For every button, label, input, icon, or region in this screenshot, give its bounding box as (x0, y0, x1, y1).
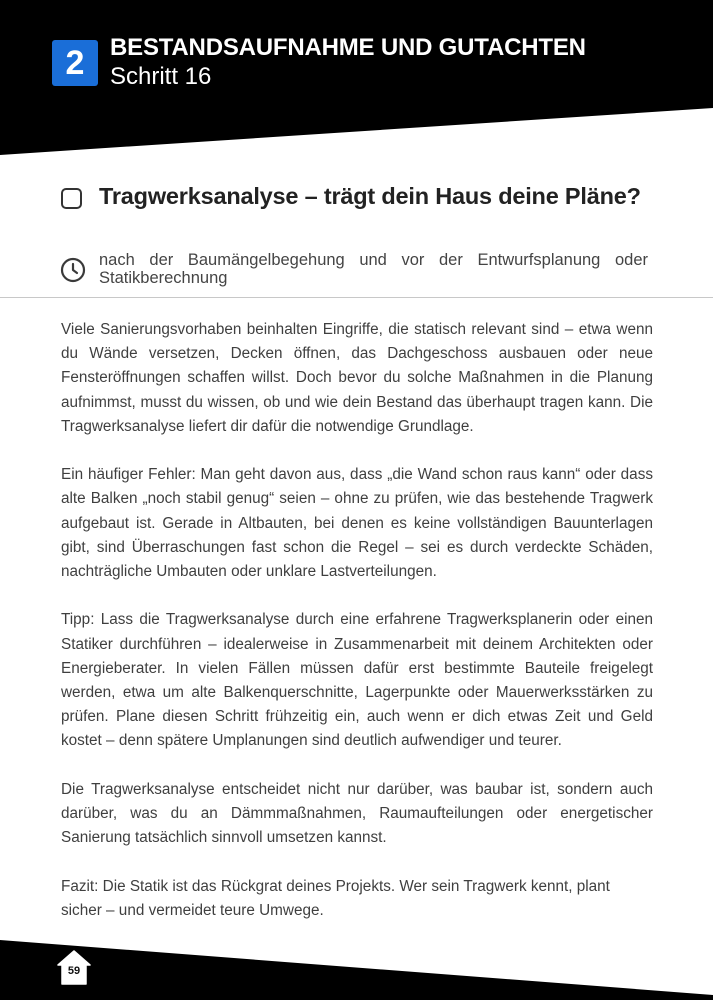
footer-banner (0, 930, 713, 1000)
chapter-badge: 2 (52, 40, 98, 86)
step-timing: nach der Baumängelbegehung und vor der Entwurfsplanung oder Statikberechnung (99, 251, 648, 287)
paragraph: Viele Sanierungsvorhaben beinhalten Eingriffe, die statisch relevant sind – etwa wenn du Wände versetzen, Decken öffnen, das Dachgeschoss ausbauen oder neue Fensteröffnungen schaffen willst. Doch bevor du solche Maßnahmen in die Planung aufnimmst, musst du wissen, ob und wie dein Bestand das überhaupt tragen kann. Die Tragwerksanalyse liefert dir dafür die notwendige Grundlage. (61, 321, 653, 435)
paragraph: Ein häufiger Fehler: Man geht davon aus, dass „die Wand schon raus kann“ oder dass alte Balken „noch stabil genug“ seien – ohne zu prüfen, wie das bestehende Tragwerk aufgebaut ist. Gerade in Altbauten, bei denen es keine vollständigen Bauunterlagen gibt, sind Überraschungen fast schon die Regel – sei es durch verdeckte Schäden, nachträgliche Umbauten oder unklare Lastverteilungen. (61, 466, 653, 581)
body-text (61, 318, 653, 947)
step-title: Tragwerksanalyse – trägt dein Haus deine Pläne? (99, 183, 641, 209)
paragraph: Tipp: Lass die Tragwerksanalyse durch eine erfahrene Tragwerksplanerin oder einen Statiker durchführen – idealerweise in Zusammenarbeit mit deinem Architekten oder Energieberater. In vielen Fällen müssen dafür erst bestimmte Bauteile freigelegt werden, etwa um alte Balkenquerschnitte, Lagerpunkte oder Mauerwerksstärken zu prüfen. Plane diesen Schritt frühzeitig ein, auch wenn er dich etwas Zeit und Geld kostet – denn spätere Umplanungen sind deutlich aufwendiger und teurer. (61, 611, 653, 750)
step-number: Schritt 16 (110, 63, 212, 90)
divider (0, 297, 713, 298)
header-text (110, 34, 586, 92)
paragraph: Fazit: Die Statik ist das Rückgrat deines Projekts. Wer sein Tragwerk kennt, plant sicher – und vermeidet teure Umwege. (61, 877, 610, 919)
chapter-title: BESTANDSAUFNAHME UND GUTACHTEN (110, 34, 586, 61)
paragraph: Die Tragwerksanalyse entscheidet nicht nur darüber, was baubar ist, sondern auch darüber, was du an Dämmmaßnahmen, Raumaufteilungen oder energetischer Sanierung tatsächlich sinnvoll umsetzen kannst. (61, 780, 653, 847)
clock-icon (60, 257, 86, 283)
page-number: 59 (67, 965, 81, 977)
step-checkbox[interactable] (61, 188, 82, 209)
